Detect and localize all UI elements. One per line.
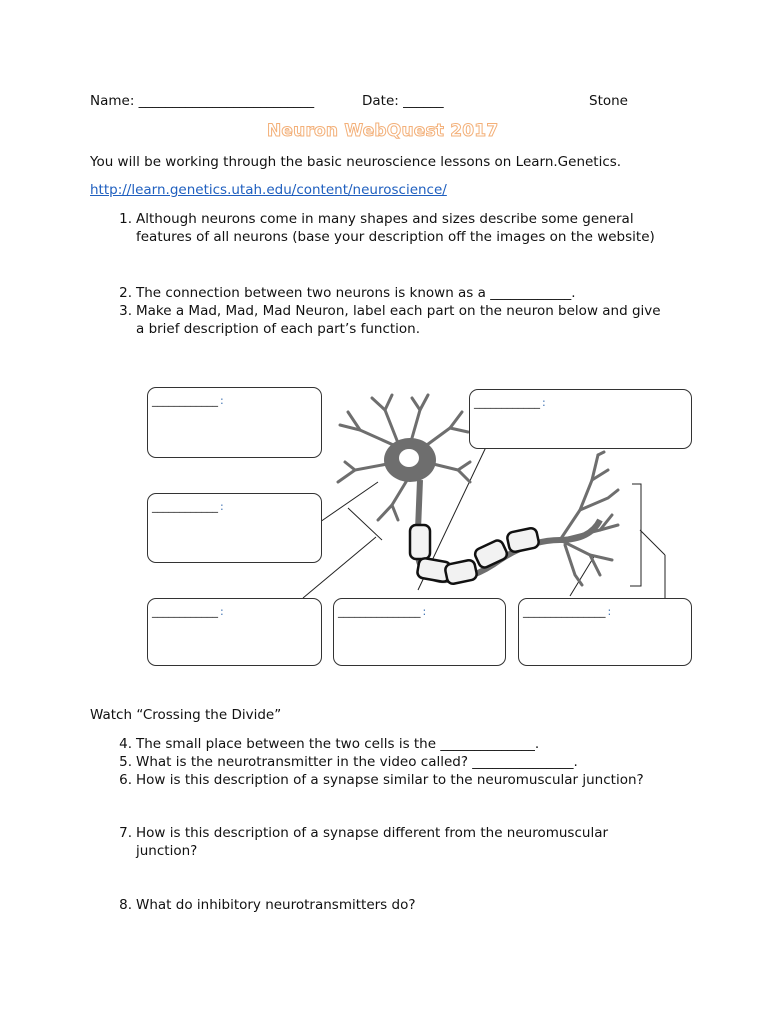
- question-number: 5.: [119, 754, 132, 770]
- label-blank: ____________: [152, 500, 218, 513]
- question-text: How is this description of a synapse similar to the neuromuscular junction?: [136, 772, 644, 788]
- label-colon: :: [220, 394, 224, 407]
- question-text: The small place between the two cells is the ______________.: [136, 736, 540, 752]
- question-number: 1.: [119, 211, 132, 227]
- question-text: What do inhibitory neurotransmitters do?: [136, 897, 416, 913]
- label-blank: ____________: [474, 396, 540, 409]
- label-blank: ____________: [152, 394, 218, 407]
- label-box-dendrite[interactable]: [147, 387, 322, 458]
- label-box-bottom-left[interactable]: [147, 598, 322, 666]
- label-blank: _______________: [338, 605, 421, 618]
- label-box-bottom-middle[interactable]: [333, 598, 506, 666]
- question-number: 6.: [119, 772, 132, 788]
- teacher-name: Stone: [589, 93, 628, 109]
- name-field[interactable]: Name: __________________________: [90, 93, 315, 109]
- myelin-sheath: [410, 525, 540, 585]
- intro-text: You will be working through the basic neuroscience lessons on Learn.Genetics.: [90, 154, 622, 170]
- label-colon: :: [542, 396, 546, 409]
- label-box-bottom-right[interactable]: [518, 598, 692, 666]
- label-colon: :: [220, 605, 224, 618]
- question-number: 3.: [119, 303, 132, 319]
- question-number: 2.: [119, 285, 132, 301]
- nucleus: [399, 449, 419, 467]
- page-title: Neuron WebQuest 2017: [267, 121, 499, 141]
- question-number: 4.: [119, 736, 132, 752]
- label-colon: :: [422, 605, 427, 618]
- question-number: 8.: [119, 897, 132, 913]
- learn-genetics-link[interactable]: http://learn.genetics.utah.edu/content/neuroscience/: [90, 182, 447, 198]
- label-colon: :: [220, 500, 224, 513]
- question-text: How is this description of a synapse different from the neuromuscular junction?: [136, 825, 609, 859]
- date-field[interactable]: Date: ______: [362, 93, 444, 109]
- question-text: What is the neurotransmitter in the video called? _______________.: [136, 754, 578, 770]
- label-box-cell-body[interactable]: [147, 493, 322, 563]
- question-text: Make a Mad, Mad, Mad Neuron, label each part on the neuron below and give a brief description of each part’s function.: [136, 303, 661, 337]
- label-blank: _______________: [523, 605, 606, 618]
- label-blank: ____________: [152, 605, 218, 618]
- question-number: 7.: [119, 825, 132, 841]
- label-colon: :: [607, 605, 612, 618]
- question-text: Although neurons come in many shapes and sizes describe some general features of all neurons (base your description off the images on the website): [136, 211, 655, 245]
- label-box-top-right[interactable]: [469, 389, 692, 449]
- question-text: The connection between two neurons is known as a ____________.: [136, 285, 576, 301]
- section-heading: Watch “Crossing the Divide”: [90, 707, 282, 723]
